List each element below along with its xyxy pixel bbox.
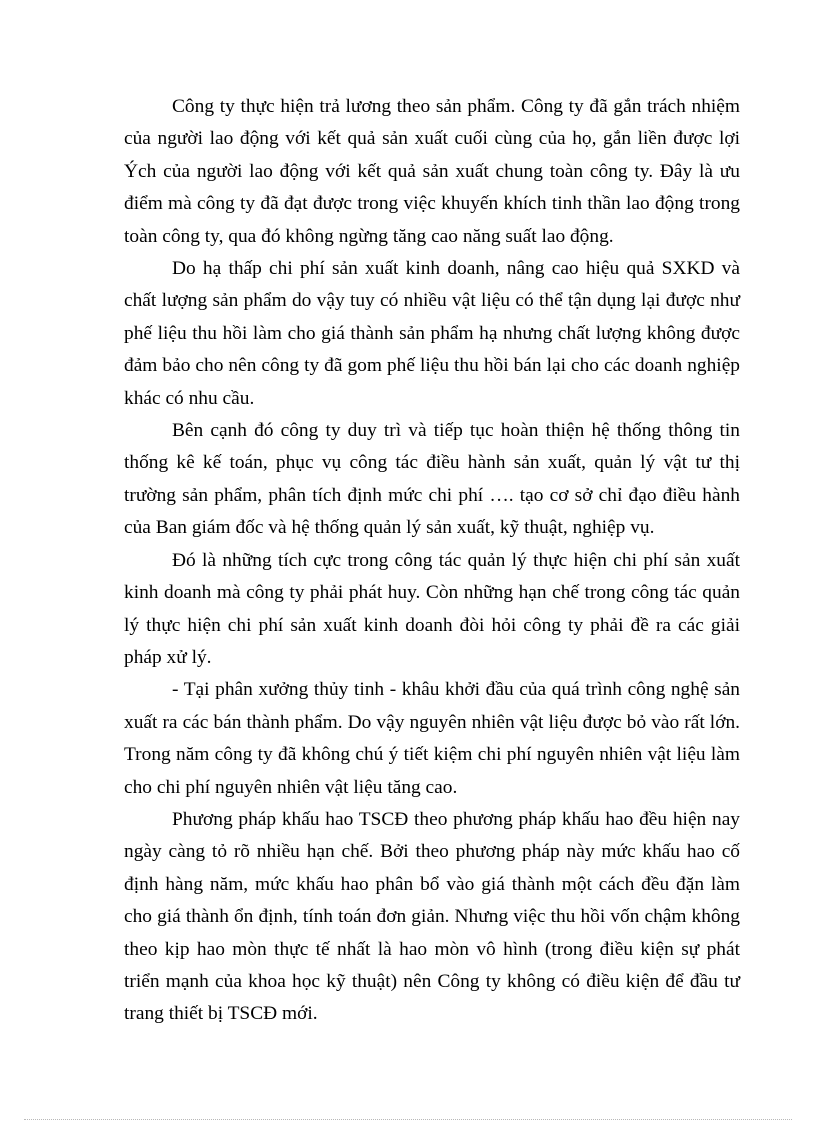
document-body xyxy=(124,91,740,1031)
page-bottom-dotted-rule xyxy=(24,1119,792,1120)
paragraph-scrap-recovery: Do hạ thấp chi phí sản xuất kinh doanh, nâng cao hiệu quả SXKD và chất lượng sản phẩm do vậy tuy có nhiều vật liệu có thể tận dụng lại được như phế liệu thu hồi làm cho giá thành sản phẩm hạ nhưng chất lượng không được đảm bảo cho nên công ty đã gom phế liệu thu hồi bán lại cho các doanh nghiệp khác có nhu cầu. xyxy=(124,258,740,409)
paragraph-glass-workshop: - Tại phân xưởng thủy tinh - khâu khởi đầu của quá trình công nghệ sản xuất ra các bán thành phẩm. Do vậy nguyên nhiên vật liệu được bỏ vào rất lớn. Trong năm công ty đã không chú ý tiết kiệm chi phí nguyên nhiên vật liệu làm cho chi phí nguyên nhiên vật liệu tăng cao. xyxy=(124,679,740,798)
paragraph-information-system: Bên cạnh đó công ty duy trì và tiếp tục hoàn thiện hệ thống thông tin thống kê kế toán, phục vụ công tác điều hành sản xuất, quản lý vật tư thị trường sản phẩm, phân tích định mức chi phí …. tạo cơ sở chỉ đạo điều hành của Ban giám đốc và hệ thống quản lý sản xuất, kỹ thuật, nghiệp vụ. xyxy=(124,420,740,539)
paragraph-depreciation-method: Phương pháp khấu hao TSCĐ theo phương pháp khấu hao đều hiện nay ngày càng tỏ rõ nhiều hạn chế. Bởi theo phương pháp này mức khấu hao cố định hàng năm, mức khấu hao phân bổ vào giá thành một cách đều đặn làm cho giá thành ổn định, tính toán đơn giản. Nhưng việc thu hồi vốn chậm không theo kịp hao mòn thực tế nhất là hao mòn vô hình (trong điều kiện sự phát triển mạnh của khoa học kỹ thuật) nên Công ty không có điều kiện để đầu tư trang thiết bị TSCĐ mới. xyxy=(124,808,740,1025)
paragraph-salary-by-product: Công ty thực hiện trả lương theo sản phẩm. Công ty đã gắn trách nhiệm của người lao động với kết quả sản xuất cuối cùng của họ, gắn liền được lợi Ých của người lao động với kết quả sản xuất chung toàn công ty. Đây là ưu điểm mà công ty đã đạt được trong việc khuyến khích tinh thần lao động trong toàn công ty, qua đó không ngừng tăng cao năng suất lao động. xyxy=(124,96,740,247)
paragraph-strengths-and-limits: Đó là những tích cực trong công tác quản lý thực hiện chi phí sản xuất kinh doanh mà công ty phải phát huy. Còn những hạn chế trong công tác quản lý thực hiện chi phí sản xuất kinh doanh đòi hỏi công ty phải đề ra các giải pháp xử lý. xyxy=(124,549,740,668)
